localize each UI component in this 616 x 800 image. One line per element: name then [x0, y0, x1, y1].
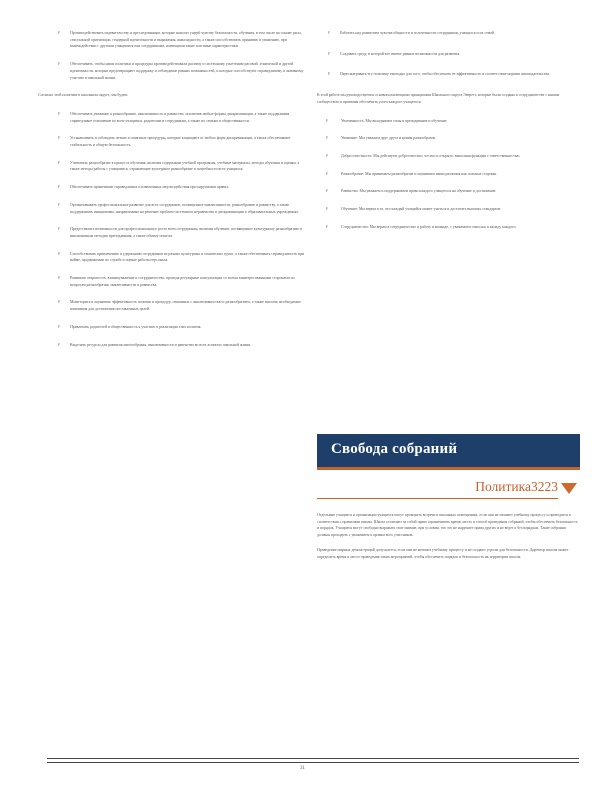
- value-item: [317, 153, 579, 160]
- bullet-icon: F: [326, 223, 329, 229]
- left-bullet: [47, 111, 305, 124]
- bullet-icon: F: [58, 275, 61, 281]
- left-intro: Согласно этой политике в школьном округе, мы будем:: [38, 93, 129, 98]
- value-item: [317, 135, 579, 142]
- right-bullet: [317, 51, 579, 58]
- right-bullet-text: Работать над развитием чувства общности и сплоченности сотрудников, учащихся и их семей.: [340, 31, 496, 35]
- bullet-icon: F: [58, 110, 61, 116]
- left-bullet: [47, 160, 305, 173]
- bullet-icon: F: [326, 152, 329, 158]
- left-bullet-text: Обеспечивать уважение к разнообразию, инклюзивность и равенство, исключив любые формы дискриминации, а также поддерживая справедливое отношение ко всем учащимся, родителям и сотрудникам, а также их семьям и общественности.: [70, 111, 290, 123]
- policy-rule: [317, 498, 558, 499]
- values-intro: В этой работе мы руководствуемся основополагающими принципами Школьного округа Эверетт, которые были созданы в сотрудничестве с нашим сообществом и призваны обеспечить успех каждого учащегося:: [317, 93, 560, 104]
- bullet-icon: F: [328, 30, 331, 35]
- bullet-icon: F: [58, 159, 61, 165]
- left-top-bullets: [47, 30, 305, 81]
- bullet-icon: F: [58, 341, 61, 347]
- left-bullet-text: Мониторить и оценивать эффективность политик и процедур, связанных с инклюзивностью и разнообразием, а также вносить необходимые изменения для достижения поставленных целей.: [70, 300, 301, 312]
- left-bullet: [47, 275, 305, 288]
- value-item: [317, 206, 579, 213]
- left-bullet: [47, 251, 305, 264]
- bullet-icon: F: [326, 117, 329, 123]
- assembly-section-text: [317, 512, 579, 560]
- bullet-icon: F: [328, 50, 331, 56]
- bullet-icon: F: [58, 226, 61, 232]
- right-bullet: [317, 71, 579, 78]
- right-bullet-text: Создавать среду, в которой все имеют равные возможности для развития.: [340, 51, 461, 56]
- value-item: [317, 224, 579, 231]
- bullet-icon: F: [58, 135, 61, 141]
- assembly-paragraph-2: Проведение мирных демонстраций допускается, если они не мешают учебному процессу и не создают угрозы для безопасности. Директор школы может определить время и место проведения таких мероприятий, чтобы обеспечить порядок и безопасность на территории школы.: [317, 547, 569, 559]
- left-bullet-text: Противодействовать издевательству и преследованиям, которые наносят ущерб чувству безопасности, обучения, в том числе на основе расы, сексуальной ориентации, гендерной идентичности и выражения, инвалидности, а также способствовать принятию и уважению, при взаимодействии с другими учащимися или сотрудниками, имеющими такие или иные характеристики.: [70, 31, 302, 49]
- value-item: [317, 171, 579, 178]
- value-item-text: Обучение: Мы верим в то, что каждый учащийся может учиться и достигать высоких стандартов.: [341, 207, 502, 212]
- left-bullet: [47, 30, 305, 50]
- policy-label: Политика3223: [475, 479, 558, 494]
- left-bullets: [47, 111, 305, 348]
- value-item-text: Сотрудничество: Мы верим в сотрудничество и работу в команде, с уважением относясь к вкладу каждого.: [341, 224, 517, 229]
- left-bullet-text: Способствовать привлечению и удержанию сотрудников из разных культурных и этнических групп, а также обеспечивать справедливость при найме, продвижении по службе и оценке работы персонала.: [70, 251, 304, 263]
- value-item-text: Уважение: Мы уважаем друг друга и ценим разнообразие.: [341, 136, 437, 141]
- bullet-icon: F: [58, 61, 61, 67]
- triangle-down-icon: [561, 483, 577, 494]
- left-bullet: [47, 324, 305, 331]
- left-column: [38, 30, 305, 359]
- footer-rule-secondary: [47, 762, 579, 763]
- left-bullet: [47, 342, 305, 349]
- bullet-icon: F: [326, 135, 329, 141]
- bullet-icon: F: [326, 188, 329, 194]
- left-bullet-text: Организовывать профессиональное развитие для всех сотрудников, посвященное инклюзивности, разнообразию и равенству, а также поддерживать инициативы, направленные на решение проблем системного неравенства и дискриминации в образовательных учреждениях.: [70, 202, 300, 214]
- bullet-icon: F: [58, 299, 61, 305]
- left-bullet: [47, 226, 305, 239]
- left-bullet-text: Обеспечивать применение справедливых и взвешенных мер воздействия при нарушении правил.: [70, 185, 230, 190]
- bullet-icon: F: [326, 206, 329, 212]
- bullet-icon: F: [326, 170, 329, 176]
- bullet-icon: F: [58, 250, 61, 256]
- left-bullet: [47, 299, 305, 312]
- left-bullet: [47, 184, 305, 191]
- left-bullet-text: Обеспечивать, чтобы наши политики и процедуры противодействовали расизму и системному угнетению расовой, этнической и другой идентичности, которые предотвращают поддержку и соблюдение равных возможностей, и которые способствуют справедливому и активному участию в школьной жизни.: [70, 62, 304, 80]
- value-item-text: Добросовестность: Мы действуем добросовестно, честно и открыто, выполняя функции с ответственностью.: [341, 153, 521, 158]
- left-bullet: [47, 135, 305, 148]
- right-bullet-text: Пересматривать эту политику ежегодно для того, чтобы обеспечить ее эффективность и соответствие нормам законодательства.: [340, 72, 550, 77]
- bullet-icon: F: [58, 323, 61, 329]
- section-banner: [317, 434, 580, 470]
- bullet-icon: F: [58, 184, 61, 190]
- right-top-bullets: [317, 30, 579, 78]
- right-column: [317, 30, 579, 241]
- value-item-text: Разнообразие: Мы принимаем разнообразие и оцениваем наши различия как сильные стороны.: [341, 171, 498, 176]
- left-bullet-text: Привлекать родителей и общественность к участию в реализации этих политик.: [70, 324, 202, 329]
- value-item-text: Равенство: Мы уважаем и поддерживаем право каждого учащегося на обучение и достижение.: [341, 189, 497, 194]
- footer-rule: [47, 758, 579, 759]
- value-item: [317, 118, 579, 125]
- section-title: Свобода собраний: [331, 441, 458, 457]
- page-number: 31: [300, 766, 305, 771]
- left-bullet-text: Выделять ресурсы для развития многообразия, инклюзивности и равенства во всех аспектах школьной жизни.: [70, 342, 252, 347]
- assembly-paragraph-1: Отдельные учащиеся и организации учащихся могут проводить встречи в школьных помещениях, если они не мешают учебному процессу и проводятся в соответствии с правилами школы. Школа оставляет за собой право ограничивать время, место и способ проведения собраний, чтобы обеспечить безопасность и порядок. Учащиеся могут свободно выражать свое мнение, при условии, что это не нарушает права других и не ведет к беспорядкам. Такие собрания должны проходить с уважением к правам всех участников.: [317, 513, 578, 538]
- left-bullet-text: Учитывать разнообразие в процессе обучения, включая содержание учебной программы, учебные материалы, методы обучения и оценки, а также методы работы с учащимися, отражающие культурное разнообразие и потребности всех учащихся.: [70, 160, 300, 172]
- value-item: [317, 188, 579, 195]
- left-bullet: [47, 202, 305, 215]
- bullet-icon: F: [58, 30, 61, 35]
- bullet-icon: F: [58, 201, 61, 207]
- left-bullet: [47, 61, 305, 81]
- values-list: [317, 118, 579, 231]
- left-bullet-text: Устанавливать и соблюдать четкие и понятные процедуры, которые защищают от любых форм дискриминации, а также обеспечивают стабильность и общую безопасность.: [70, 136, 291, 148]
- right-bullet: [317, 30, 579, 37]
- value-item-text: Увлеченность: Мы вкладываем силы в преподавание и обучение.: [341, 118, 448, 123]
- policy-header: [317, 479, 580, 500]
- bullet-icon: F: [328, 71, 331, 77]
- left-bullet-text: Развивать открытость, взаимоуважение и сотрудничество, проводя регулярные консультации со всеми заинтересованными сторонами по вопросам разнообразия, инклюзивности и равенства.: [70, 276, 295, 287]
- left-bullet-text: Предоставлять возможности для профессионального роста всем сотрудникам, включая обучение, посвященное культурному разнообразию и инклюзивным методам преподавания, а также обмену опытом.: [70, 227, 302, 238]
